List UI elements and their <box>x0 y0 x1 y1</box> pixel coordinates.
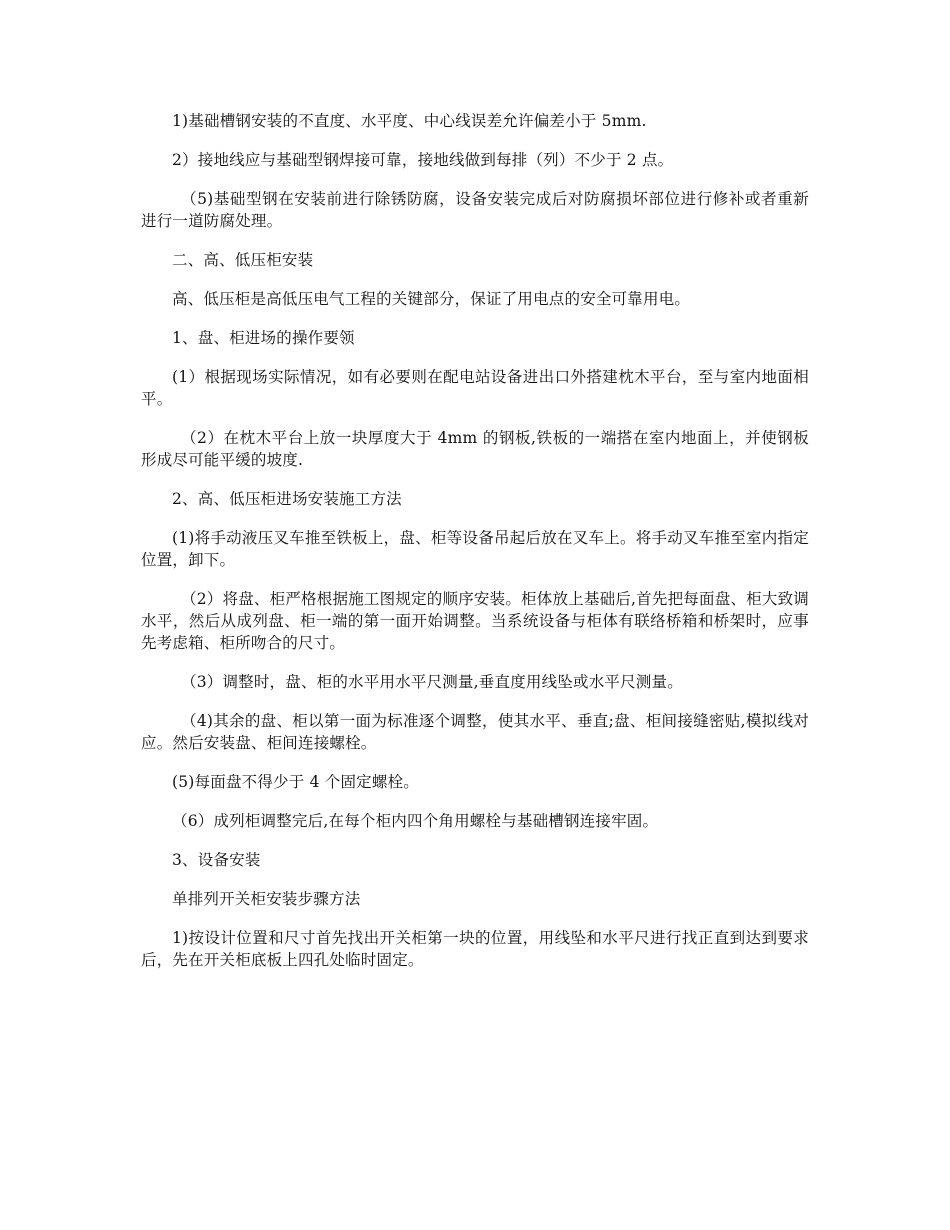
paragraph-sleeper-platform: (1）根据现场实际情况，如有必要则在配电站设备进出口外搭建枕木平台，至与室内地面相平。 <box>141 368 809 408</box>
paragraph-cabinet-intro: 高、低压柜是高低压电气工程的关键部分，保证了用电点的安全可靠用电。 <box>172 290 691 308</box>
paragraph-anticorrosion: （5)基础型钢在安装前进行除锈防腐，设备安装完成后对防腐损坏部位进行修补或者重新进行一道防腐处理。 <box>141 190 809 230</box>
paragraph-fixing-bolts: (5)每面盘不得少于 4 个固定螺栓。 <box>172 773 419 791</box>
paragraph-forklift: (1)将手动液压叉车推至铁板上，盘、柜等设备吊起后放在叉车上。将手动叉车推至室内指定位置，卸下。 <box>141 529 809 569</box>
paragraph-installation-order: （2）将盘、柜严格根据施工图规定的顺序安装。柜体放上基础后,首先把每面盘、柜大致调水平，然后从成列盘、柜一端的第一面开始调整。当系统设备与柜体有联络桥箱和桥架时，应事先考虑箱、柜所吻合的尺寸。 <box>141 590 809 652</box>
paragraph-adjust-remaining: （4)其余的盘、柜以第一面为标准逐个调整，使其水平、垂直;盘、柜间接缝密贴,模拟线对应。然后安装盘、柜间连接螺栓。 <box>141 712 809 752</box>
subheading-entry-method: 2、高、低压柜进场安装施工方法 <box>172 490 402 508</box>
section-heading-cabinet-installation: 二、高、低压柜安装 <box>172 251 314 269</box>
document-body <box>141 110 809 988</box>
subheading-entry-essentials: 1、盘、柜进场的操作要领 <box>172 329 355 347</box>
subheading-single-row-switchgear: 单排列开关柜安装步骤方法 <box>172 890 361 908</box>
subheading-equipment-installation: 3、设备安装 <box>172 851 261 869</box>
paragraph-steel-plate: （2）在枕木平台上放一块厚度大于 4mm 的钢板,铁板的一端搭在室内地面上，并使钢板形成尽可能平缓的坡度. <box>141 429 809 469</box>
paragraph-channel-steel-tolerance: 1)基础槽钢安装的不直度、水平度、中心线误差允许偏差小于 5mm. <box>172 112 647 130</box>
paragraph-grounding-wire: 2）接地线应与基础型钢焊接可靠，接地线做到每排（列）不少于 2 点。 <box>172 151 674 169</box>
paragraph-first-cabinet-position: 1)按设计位置和尺寸首先找出开关柜第一块的位置，用线坠和水平尺进行找正直到达到要求后，先在开关柜底板上四孔处临时固定。 <box>141 929 809 969</box>
paragraph-anchor-bolts: （6）成列柜调整完后,在每个柜内四个角用螺栓与基础槽钢连接牢固。 <box>172 812 659 830</box>
paragraph-leveling: （3）调整时，盘、柜的水平用水平尺测量,垂直度用线坠或水平尺测量。 <box>181 673 683 691</box>
